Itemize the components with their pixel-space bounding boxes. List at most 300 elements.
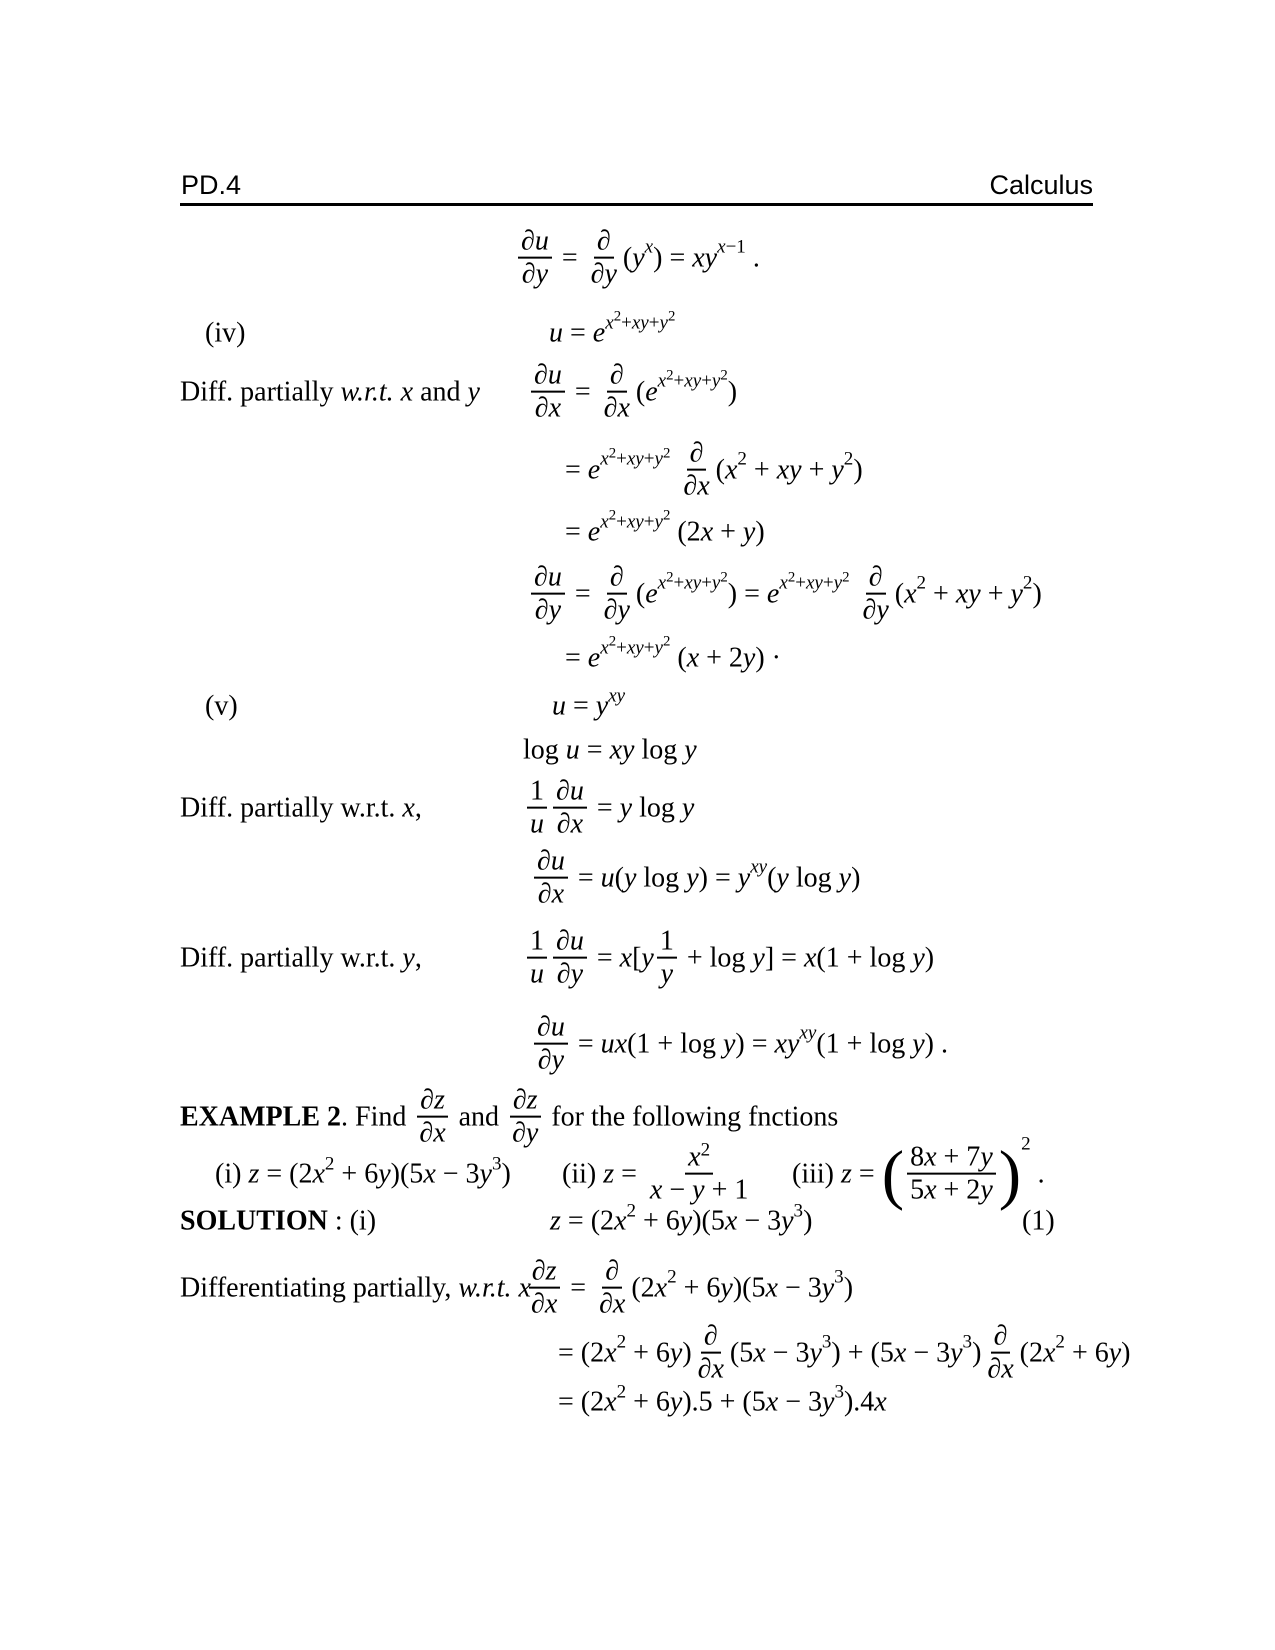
superscript xyxy=(657,367,728,392)
math-text: u xyxy=(530,959,544,990)
math-text: x xyxy=(619,942,633,974)
math-text: y xyxy=(838,862,852,894)
numerator xyxy=(866,562,886,595)
math-text: = xyxy=(567,578,598,610)
math-text: x xyxy=(654,1272,668,1304)
math-text: ( xyxy=(792,1158,802,1190)
equation xyxy=(524,776,694,841)
equation xyxy=(215,1153,511,1192)
math-text: ∂x xyxy=(599,1289,626,1320)
math-text: ( xyxy=(635,578,646,610)
superscript xyxy=(663,635,670,650)
math-text: 2 xyxy=(720,367,728,384)
math-text: x xyxy=(604,1386,617,1418)
chapter-title: Calculus xyxy=(989,170,1093,200)
math-text: x xyxy=(649,1175,663,1206)
numerator xyxy=(553,776,587,809)
numerator xyxy=(417,1085,448,1118)
math-text: ).4 xyxy=(843,1386,875,1418)
math-text: ∂y xyxy=(512,1118,539,1149)
fraction xyxy=(657,926,677,991)
math-text: y xyxy=(831,454,844,486)
line-label xyxy=(180,791,422,826)
math-text: ) xyxy=(727,376,738,408)
math-text: ) · xyxy=(755,642,782,674)
math-text: ) xyxy=(586,1158,604,1190)
math-text: x xyxy=(904,578,917,610)
math-text: ( xyxy=(635,376,646,408)
math-text: = xyxy=(579,734,610,766)
math-text: = (2 xyxy=(558,1386,605,1418)
math-text: 2 xyxy=(616,1332,627,1353)
math-text: e xyxy=(592,317,606,349)
math-text: 1 xyxy=(659,925,674,957)
numerator xyxy=(657,926,677,959)
math-text: + 2 xyxy=(699,642,743,674)
label-text: Diff. partially w.r.t. xyxy=(180,792,403,824)
math-text: − 3 xyxy=(906,1337,951,1369)
bold-text xyxy=(180,1204,328,1239)
math-text: xy xyxy=(799,1023,817,1044)
denominator xyxy=(859,595,891,626)
label-text: (iv) xyxy=(205,317,246,349)
math-text: ] = xyxy=(764,942,804,974)
numerator xyxy=(553,926,587,959)
math-text: ∂x xyxy=(556,809,584,840)
math-text: 2 xyxy=(626,1200,636,1221)
numerator xyxy=(531,360,565,393)
math-text: 2 xyxy=(662,445,671,462)
math-text: y xyxy=(669,1337,683,1369)
math-text: 2 xyxy=(666,367,674,384)
line-label xyxy=(205,316,245,351)
math-text: + xyxy=(926,578,956,610)
equation xyxy=(558,1381,887,1420)
math-text: y xyxy=(742,642,756,674)
math-text: xy xyxy=(684,573,702,594)
line-label xyxy=(180,1085,838,1150)
denominator xyxy=(588,259,620,290)
math-text: + 6 xyxy=(1064,1337,1109,1369)
fraction xyxy=(518,226,552,291)
math-text: ∂x xyxy=(603,393,630,424)
math-text: 3 xyxy=(821,1332,832,1353)
math-text: ) xyxy=(232,1158,249,1190)
math-text xyxy=(670,453,677,488)
math-text: ) xyxy=(924,942,935,974)
equation xyxy=(523,733,697,768)
math-text: y xyxy=(711,371,721,392)
math-text: + xyxy=(701,371,712,392)
math-text: e xyxy=(587,454,601,486)
math-text: y xyxy=(479,1158,492,1190)
math-text: ∂y xyxy=(537,1045,565,1076)
math-text: + xyxy=(643,637,655,658)
math-text: y xyxy=(632,242,645,274)
numerator xyxy=(685,1139,713,1175)
label-text: and xyxy=(413,376,468,408)
math-text: = xyxy=(851,1158,882,1190)
math-text: ∂y xyxy=(862,595,889,626)
math-text: − 3 xyxy=(778,1386,822,1418)
math-text: y xyxy=(722,1028,736,1060)
denominator xyxy=(695,1354,727,1385)
denominator xyxy=(532,393,564,424)
math-text: − 3 xyxy=(435,1158,480,1190)
superscript xyxy=(842,571,849,586)
denominator xyxy=(535,879,567,910)
math-text: = (2 xyxy=(558,1337,605,1369)
math-text: + xyxy=(616,449,627,470)
math-text: ∂x xyxy=(534,393,562,424)
italic-text xyxy=(458,1271,531,1306)
math-text: + xyxy=(648,312,660,333)
right-paren: ) xyxy=(998,1136,1022,1212)
math-text: + xyxy=(701,573,712,594)
math-text: + xyxy=(621,312,632,333)
superscript xyxy=(737,450,747,469)
math-text: 2 xyxy=(616,1381,627,1402)
label-text: x xyxy=(402,792,415,824)
math-text: (2 xyxy=(1019,1337,1043,1369)
math-text: 5 xyxy=(910,1175,925,1206)
math-text: y xyxy=(686,862,699,894)
math-text: ∂u xyxy=(534,561,562,593)
superscript xyxy=(666,571,673,586)
math-text: y xyxy=(1010,578,1023,610)
math-text xyxy=(789,861,796,896)
math-text: ∂x xyxy=(419,1118,446,1149)
math-text: (1 + xyxy=(627,1028,681,1060)
denominator xyxy=(416,1118,448,1149)
numerator xyxy=(701,1321,721,1354)
numerator xyxy=(527,926,547,959)
math-text: ( xyxy=(562,1158,572,1190)
math-text: log xyxy=(641,734,678,766)
math-text: z xyxy=(841,1158,852,1190)
superscript xyxy=(608,686,625,705)
label-text: Diff. partially w.r.t. xyxy=(180,942,403,974)
math-text: 2 xyxy=(613,308,622,325)
math-text: ∂u xyxy=(537,1011,565,1043)
math-text: = xyxy=(614,1158,644,1190)
math-text: x xyxy=(423,1158,436,1190)
math-text: e xyxy=(645,376,658,408)
math-text: ( xyxy=(614,862,624,894)
math-text: x xyxy=(874,1386,887,1418)
math-text: = (2 xyxy=(259,1158,313,1190)
equation xyxy=(525,1256,853,1321)
math-text: 2 xyxy=(667,1267,677,1288)
superscript xyxy=(788,571,795,586)
math-text: x xyxy=(600,511,609,532)
math-text: y xyxy=(679,1205,693,1237)
math-text: x xyxy=(614,1205,627,1237)
math-text: xy xyxy=(774,1028,800,1060)
math-text: ( xyxy=(767,862,777,894)
math-text: u xyxy=(549,317,563,349)
math-text: x xyxy=(605,312,614,333)
denominator xyxy=(601,595,633,626)
superscript xyxy=(1055,1333,1065,1352)
math-text: x xyxy=(657,573,667,594)
math-text: 2 xyxy=(662,633,671,650)
math-text: y xyxy=(681,792,695,824)
math-text: y xyxy=(742,516,756,548)
superscript xyxy=(609,509,616,524)
fraction xyxy=(984,1321,1016,1386)
math-text: xy xyxy=(692,242,718,274)
math-text: 3 xyxy=(834,1267,844,1288)
equation xyxy=(531,846,860,911)
equation xyxy=(531,1012,948,1077)
math-text: ) . xyxy=(924,1028,948,1060)
superscript xyxy=(834,1382,844,1401)
math-text: x xyxy=(765,1386,779,1418)
math-text: xy xyxy=(626,449,644,470)
math-text: ∂ xyxy=(596,225,611,257)
superscript xyxy=(614,310,621,325)
math-text: y xyxy=(833,573,843,594)
math-text: ii xyxy=(571,1158,587,1190)
math-text: y xyxy=(912,1028,925,1060)
math-text: = xyxy=(563,317,593,349)
superscript xyxy=(663,509,670,524)
math-text: y xyxy=(660,959,674,990)
math-text: ) xyxy=(824,1158,841,1190)
math-text: y xyxy=(752,942,765,974)
superscript xyxy=(609,447,616,462)
math-text: ∂y xyxy=(603,595,630,626)
math-text: xy xyxy=(750,857,768,878)
math-text: 2 xyxy=(787,569,796,586)
math-text: + xyxy=(643,449,655,470)
equation xyxy=(558,1321,1131,1386)
denominator xyxy=(680,471,712,502)
math-text: x xyxy=(688,1141,701,1173)
math-text: log xyxy=(639,792,675,824)
label-text: , xyxy=(414,942,422,974)
math-text: ) xyxy=(843,1272,854,1304)
math-text: . xyxy=(1030,1158,1045,1190)
bold-text xyxy=(180,1100,341,1135)
math-text: z xyxy=(603,1158,615,1190)
math-text: + xyxy=(673,573,685,594)
math-text: 3 xyxy=(834,1381,844,1402)
superscript xyxy=(799,1024,816,1043)
math-text: 3 xyxy=(962,1332,973,1353)
math-text: x xyxy=(686,642,700,674)
superscript xyxy=(617,1382,627,1401)
superscript xyxy=(963,1333,973,1352)
math-text: + 6 xyxy=(676,1272,721,1304)
math-text: 2 xyxy=(667,308,676,325)
page-number: PD.4 xyxy=(181,170,242,200)
superscript xyxy=(720,571,727,586)
fraction xyxy=(596,1256,628,1321)
math-text: y xyxy=(684,734,697,766)
math-text: ∂ xyxy=(689,437,704,469)
denominator xyxy=(984,1354,1016,1385)
equation xyxy=(515,226,760,291)
math-text: ∂z xyxy=(531,1255,557,1287)
label-text: , xyxy=(414,792,422,824)
math-text: (2 xyxy=(631,1272,655,1304)
label-text: (1) xyxy=(1022,1205,1055,1237)
math-text: ) xyxy=(972,1337,982,1369)
math-text: log xyxy=(523,734,559,766)
math-text: 2 xyxy=(608,633,617,650)
label-text: and xyxy=(451,1101,507,1133)
superscript xyxy=(834,1268,844,1287)
math-text: x xyxy=(644,237,654,258)
math-text: y xyxy=(654,511,663,532)
math-text: (2 xyxy=(670,516,701,548)
math-text: ) xyxy=(755,516,765,548)
math-text: ∂x xyxy=(683,471,710,502)
math-text: ∂z xyxy=(420,1084,445,1116)
math-text: x xyxy=(604,1337,617,1369)
math-text: y xyxy=(980,1175,993,1206)
math-text: log xyxy=(709,942,746,974)
math-text: y xyxy=(654,637,663,658)
header-rule xyxy=(180,203,1093,206)
math-text: y xyxy=(720,1272,733,1304)
denominator xyxy=(596,1289,628,1320)
superscript xyxy=(605,308,676,333)
math-text: ) + (5 xyxy=(831,1337,894,1369)
math-text: 2 xyxy=(608,507,617,524)
math-text: x xyxy=(657,371,667,392)
superscript xyxy=(609,635,616,650)
math-text: ) xyxy=(1121,1337,1131,1369)
math-text: 3 xyxy=(793,1200,804,1221)
superscript xyxy=(822,1333,832,1352)
math-text: + xyxy=(801,454,832,486)
math-text: u xyxy=(530,809,544,840)
italic-text xyxy=(468,375,480,410)
superscript xyxy=(779,569,850,594)
math-text: xy xyxy=(626,511,644,532)
math-text: ) xyxy=(851,862,861,894)
label-text: Diff. partially xyxy=(180,376,341,408)
math-text: y xyxy=(654,449,663,470)
superscript xyxy=(663,447,670,462)
math-text: ux xyxy=(600,1028,628,1060)
math-text: ) = xyxy=(735,1028,775,1060)
math-text: ) = xyxy=(653,242,693,274)
math-text: + 7 xyxy=(936,1141,981,1173)
superscript xyxy=(667,1268,677,1287)
math-text: y xyxy=(378,1158,391,1190)
math-text: + 2 xyxy=(936,1175,981,1206)
math-text: x xyxy=(724,1205,738,1237)
superscript xyxy=(325,1154,335,1173)
math-text: = (2 xyxy=(560,1205,615,1237)
math-text: y xyxy=(1108,1337,1122,1369)
line-label xyxy=(205,689,238,724)
math-text: x xyxy=(893,1337,907,1369)
math-text: y xyxy=(781,1205,794,1237)
math-text: e xyxy=(766,578,780,610)
numerator xyxy=(534,846,568,879)
numerator xyxy=(687,438,707,471)
math-text: ∂x xyxy=(531,1289,558,1320)
math-text: ) = xyxy=(727,578,767,610)
label-text: SOLUTION xyxy=(180,1205,328,1237)
left-paren: ( xyxy=(881,1136,905,1212)
math-text: ) xyxy=(682,1337,692,1369)
label-text: w.r.t. x xyxy=(340,376,414,408)
math-text: . xyxy=(745,242,760,274)
superscript xyxy=(657,569,728,594)
math-text: x xyxy=(724,454,738,486)
fraction xyxy=(553,926,587,991)
superscript xyxy=(626,1201,636,1220)
math-text: ∂y xyxy=(534,595,562,626)
math-text: + xyxy=(713,516,743,548)
fraction xyxy=(553,776,587,841)
math-text: ∂u xyxy=(556,925,584,957)
denominator xyxy=(519,259,551,290)
math-text: x xyxy=(765,1272,778,1304)
math-text xyxy=(634,733,641,768)
line-label xyxy=(180,1271,531,1306)
superscript xyxy=(617,1333,627,1352)
math-text: u xyxy=(600,862,615,894)
fraction xyxy=(527,776,547,841)
math-text: = xyxy=(566,690,596,722)
math-text: x xyxy=(1042,1337,1056,1369)
fraction xyxy=(531,360,565,425)
math-text: ∂z xyxy=(512,1084,538,1116)
denominator xyxy=(535,1045,567,1076)
label-text: . Find xyxy=(341,1101,414,1133)
math-text: = xyxy=(570,1028,601,1060)
math-text: )(5 xyxy=(732,1272,766,1304)
math-text: log xyxy=(869,942,906,974)
math-text: y xyxy=(822,1386,835,1418)
denominator xyxy=(527,959,547,990)
math-text: ( xyxy=(622,242,633,274)
math-text: y xyxy=(619,792,633,824)
math-text: ∂u xyxy=(537,845,565,877)
label-text: Differentiating partially, xyxy=(180,1272,459,1304)
superscript xyxy=(701,1140,711,1159)
math-text: 1 xyxy=(530,925,544,957)
math-text: 2 xyxy=(1055,1332,1065,1353)
math-text: 2 xyxy=(700,1139,711,1161)
fraction xyxy=(527,926,547,991)
math-text: x xyxy=(924,1141,937,1173)
label-text: : (i) xyxy=(327,1205,377,1237)
math-text: 2 xyxy=(842,569,850,586)
math-text: ( xyxy=(670,642,687,674)
math-text: xy xyxy=(805,573,823,594)
fraction xyxy=(601,562,633,627)
math-text: xy xyxy=(684,371,702,392)
math-text: + xyxy=(679,942,710,974)
equation xyxy=(562,1139,754,1207)
math-text: e xyxy=(587,642,601,674)
italic-text xyxy=(402,791,414,826)
math-text: ∂ xyxy=(609,561,624,593)
math-text: xy xyxy=(955,578,981,610)
math-text: + xyxy=(673,371,685,392)
math-text: log xyxy=(680,1028,716,1060)
math-text: 2 xyxy=(843,449,854,470)
math-text: (1 + xyxy=(816,942,870,974)
